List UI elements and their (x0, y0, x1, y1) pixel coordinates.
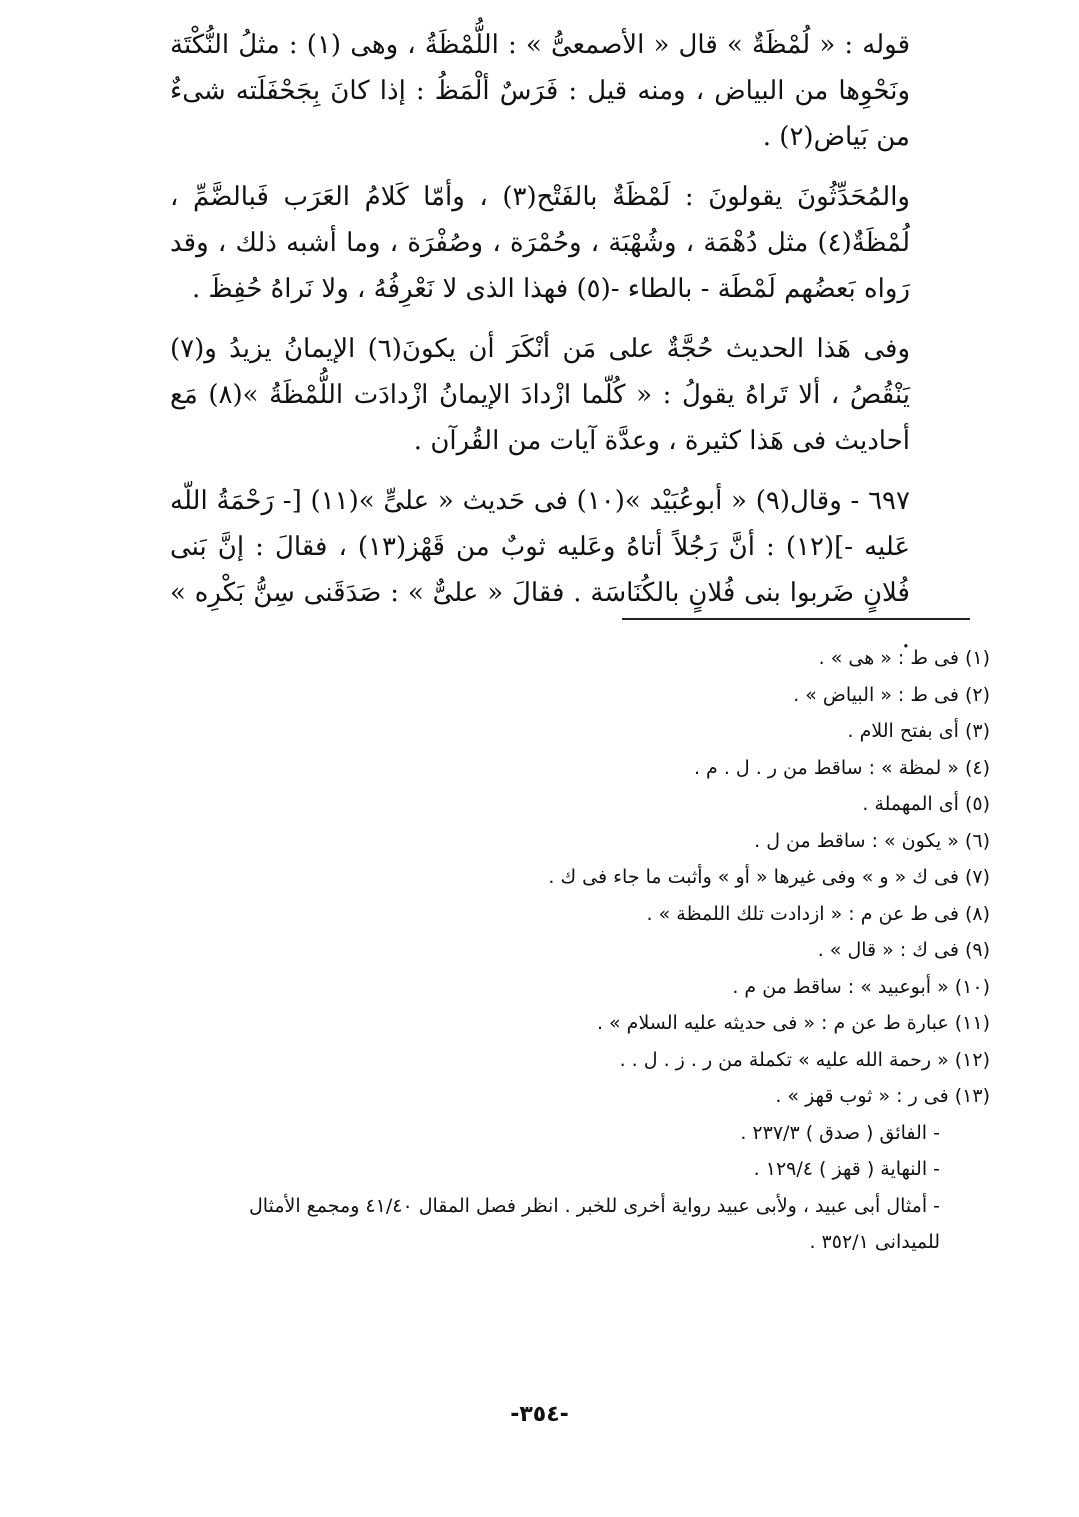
footnote: (٦) « يكون » : ساقط من ل . (754, 829, 990, 852)
footnote: (١٢) « رحمة الله عليه » تكملة من ر . ز . ل . . (619, 1048, 990, 1071)
footnote: (٣) أى بفتح اللام . (847, 720, 990, 742)
footnote: (٥) أى المهملة . (862, 793, 990, 815)
paragraph: والمُحَدِّثُونَ يقولونَ : لَمْظَةٌ بالفَتْح(٣) ، وأمّا كَلامُ العَرَب فَبالضَّمِّ ، لُمْظَةٌ(٤) مثل دُهْمَة ، وشُهْبَة ، وحُمْرَة ، وصُفْرَة ، وما أشبه ذلك ، وقد رَواه بَعضُهم لَمْطَة - بالطاء -(٥) فهذا الذى لا نَعْرِفُهُ ، ولا نَراهُ حُفِظَ . (170, 182, 910, 304)
paragraph: قوله : « لُمْظَةٌ » قال « الأصمعىُّ » : اللُّمْظَةُ ، وهى (١) : مثلُ النُّكْتَة ونَحْوِها من البياض ، ومنه قيل : فَرَسٌ ألْمَظُ : إذا كانَ بِجَحْفَلَته شىءٌ من بَياض(٢) . (170, 30, 911, 152)
footnote: (١) فى ط : « هى » . (818, 647, 990, 669)
footnote-divider (622, 618, 970, 620)
footnote: (١١) عبارة ط عن م : « فى حديثه عليه السلام » . (596, 1012, 990, 1034)
source-reference: - أمثال أبى عبيد ، ولأبى عبيد رواية أخرى للخبر . انظر فصل المقال ٤١/٤٠ ومجمع الأمثال للميدانى ٣٥٢/١ . (249, 1194, 940, 1253)
source-reference: - الفائق ( صدق ) ٢٣٧/٣ . (740, 1121, 940, 1144)
page-number: -٣٥٤- (510, 1402, 569, 1427)
footnote: (٧) فى ك « و » وفى غيرها « أو » وأثبت ما جاء فى ك . (548, 866, 990, 888)
main-text (170, 22, 910, 676)
footnote: (٤) « لمظة » : ساقط من ر . ل . م . (693, 756, 990, 779)
paragraph: ٦٩٧ - وقال(٩) « أبوعُبَيْد »(١٠) فى حَديث « علىٍّ »(١١) [- رَحْمَةُ اللّه عَليه -](١٢) : أنَّ رَجُلاً أتاهُ وعَليه ثوبٌ من قَهْز(١٣) ، فقالَ : إنَّ بَنى فُلانٍ ضَربوا بنى فُلانٍ بالكُنَاسَة . فقالَ « علىٌّ » : صَدَقَنى سِنُّ بَكْرِه » . (170, 486, 911, 654)
footnotes (210, 640, 990, 1261)
paragraph: وفى هَذا الحديث حُجَّةٌ على مَن أنْكَرَ أن يكونَ(٦) الإيمانُ يزيدُ و(٧) يَنْقُصُ ، ألا تَراهُ يقولُ : « كُلّما ازْدادَ الإيمانُ ازْدادَت اللُّمْظَةُ »(٨) مَع أحاديث فى هَذا كثيرة ، وعدَّة آيات من القُرآن . (170, 334, 911, 456)
footnote: (١٠) « أبوعبيد » : ساقط من م . (732, 975, 990, 998)
footnote: (٩) فى ك : « قال » . (817, 939, 990, 961)
footnote: (١٣) فى ر : « ثوب قهز » . (775, 1085, 990, 1107)
footnote: (٢) فى ط : « البياض » . (793, 683, 990, 706)
footnote: (٨) فى ط عن م : « ازدادت تلك اللمظة » . (646, 902, 990, 925)
source-reference: - النهاية ( قهز ) ١٢٩/٤ . (753, 1158, 940, 1180)
